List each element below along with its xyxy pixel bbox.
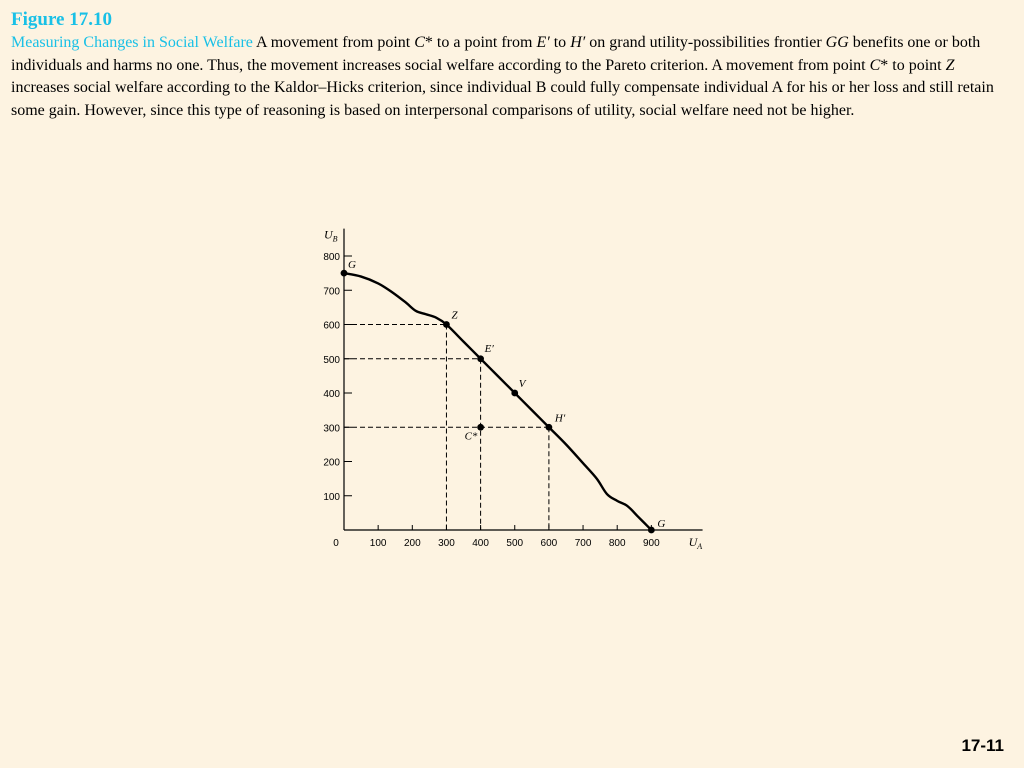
figure-subtitle: Measuring Changes in Social Welfare — [11, 34, 253, 51]
x-tick-label: 400 — [472, 538, 489, 549]
desc-text-4: to — [549, 34, 571, 51]
point-3 — [511, 390, 518, 397]
point-label-5: C* — [464, 430, 478, 443]
y-tick-label: 100 — [323, 491, 340, 503]
x-tick-label: 800 — [608, 538, 626, 549]
point-label-6: G — [657, 518, 666, 530]
y-tick-label: 600 — [323, 320, 340, 332]
y-tick-label: 300 — [323, 423, 340, 435]
frontier-curve-gg — [344, 273, 651, 530]
point-4 — [546, 424, 553, 431]
desc-text-7: GG — [825, 34, 849, 51]
point-label-2: E′ — [484, 342, 494, 355]
point-1 — [443, 321, 450, 328]
desc-text-3: E′ — [536, 34, 550, 51]
desc-text-11: Z — [945, 56, 955, 74]
figure-description — [11, 32, 1011, 122]
x-tick-label: 100 — [369, 538, 387, 549]
desc-text-0: A movement from point — [252, 34, 415, 51]
point-label-1: Z — [451, 309, 458, 322]
y-tick-label: 400 — [323, 389, 340, 400]
point-2 — [477, 355, 484, 362]
point-0 — [341, 270, 348, 277]
y-axis-label: $U_B$ — [324, 227, 338, 244]
point-label-3: V — [518, 378, 526, 390]
point-label-0: G — [348, 259, 356, 272]
desc-text-1: C — [414, 34, 425, 51]
y-tick-label: 800 — [323, 252, 340, 263]
x-tick-label: 300 — [438, 538, 455, 549]
y-tick-label: 700 — [323, 286, 340, 298]
point-6 — [648, 527, 655, 534]
desc-text-5: H′ — [570, 34, 586, 51]
x-tick-label: 200 — [403, 538, 421, 549]
y-tick-label: 500 — [323, 354, 340, 366]
desc-text-10: * to point — [880, 56, 946, 74]
point-5 — [477, 424, 484, 431]
desc-text-6: on grand utility-possibilities frontier — [585, 34, 826, 51]
desc-text-9: C — [869, 56, 881, 74]
caption — [11, 8, 1011, 122]
page-number: 17-11 — [961, 736, 1004, 755]
x-tick-label: 500 — [506, 538, 524, 549]
y-tick-label: 200 — [323, 457, 340, 469]
origin-label: 0 — [333, 538, 339, 549]
x-tick-label: 600 — [540, 538, 558, 549]
utility-frontier-chart — [300, 205, 720, 555]
desc-text-12: increases social welfare according to the Kaldor–Hicks criterion, since individual B could fully compensate individual A for his or her loss and still retain some gain. However, since this type of reasoning is based on interpersonal comparisons of utility, social welfare need not be higher. — [11, 79, 994, 119]
desc-text-8: benefits one or both individuals and harms no one. Thus, the movement increases social welfare according to the Pareto criterion. A movement from point — [11, 34, 981, 74]
figure-label: Figure 17.10 — [11, 9, 112, 30]
x-tick-label: 900 — [643, 538, 660, 549]
desc-text-2: * to a point from — [424, 34, 537, 51]
point-label-4: H′ — [554, 412, 566, 425]
x-tick-label: 700 — [574, 538, 592, 549]
x-axis-label: $U_A$ — [688, 535, 703, 551]
